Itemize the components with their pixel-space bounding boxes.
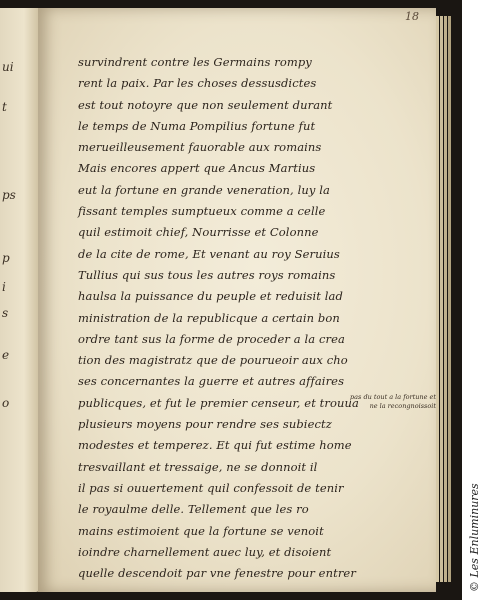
text-line: ordre tant sus la forme de proceder a la crea (78, 331, 345, 346)
left-page-fragment: e (2, 348, 10, 362)
copyright-caption: © Les Enluminures (468, 483, 481, 592)
left-page-fragment: ui (2, 60, 14, 74)
text-line: Tullius qui sus tous les autres roys romains (78, 267, 336, 282)
folio-number: 18 (405, 10, 419, 23)
text-line: est tout notoyre que non seulement durant (78, 97, 333, 112)
left-page (0, 8, 40, 592)
text-line: Mais encores appert que Ancus Martius (78, 161, 316, 176)
text-line: tresvaillant et tressaige, ne se donnoit il (78, 459, 318, 474)
text-line: survindrent contre les Germains rompy (78, 55, 312, 69)
text-line: mains estimoient que la fortune se venoit (78, 523, 324, 538)
left-page-fragment: s (2, 306, 9, 320)
text-line: merueilleusement fauorable aux romains (78, 140, 322, 155)
text-line: rent la paix. Par les choses dessusdictes (78, 76, 317, 91)
text-line: de la cite de rome, Et venant au roy Seruius (78, 246, 340, 261)
text-line: il pas si ouuertement quil confessoit de tenir (78, 480, 344, 495)
left-page-fragment: i (2, 280, 6, 294)
text-line: haulsa la puissance du peuple et reduisit lad (78, 289, 343, 304)
text-line: plusieurs moyens pour rendre ses subiectz (78, 417, 332, 432)
text-line: ioindre charnellement auec luy, et disoient (78, 544, 332, 559)
text-line: modestes et temperez. Et qui fut estime home (78, 438, 352, 453)
text-line: ses concernantes la guerre et autres affaires (78, 374, 345, 389)
page-edge (436, 16, 439, 582)
page-edge (444, 16, 447, 582)
manuscript-text (78, 52, 378, 584)
left-page-fragment: t (2, 100, 7, 114)
page-edge (440, 16, 443, 582)
text-line: le temps de Numa Pompilius fortune fut (78, 118, 316, 133)
text-line: quil estimoit chief, Nourrisse et Colonne (78, 225, 319, 240)
left-page-fragment: ps (2, 188, 16, 202)
left-page-fragment: o (2, 396, 10, 410)
page-edge (448, 16, 451, 582)
left-page-fragment: p (2, 251, 10, 265)
text-line: tion des magistratz que de pourueoir aux cho (78, 353, 348, 368)
text-line: le royaulme delle. Tellement que les ro (78, 502, 309, 517)
marginal-note: pas du tout a la fortune et ne la recongnoissoit (350, 393, 436, 410)
text-line: ministration de la republicque a certain bon (78, 310, 340, 325)
text-line: publicques, et fut le premier censeur, et trouua (78, 395, 359, 410)
text-line: quelle descendoit par vne fenestre pour entrer (78, 566, 356, 581)
text-line: eut la fortune en grande veneration, luy la (78, 182, 330, 197)
text-line: fissant temples sumptueux comme a celle (78, 204, 326, 219)
